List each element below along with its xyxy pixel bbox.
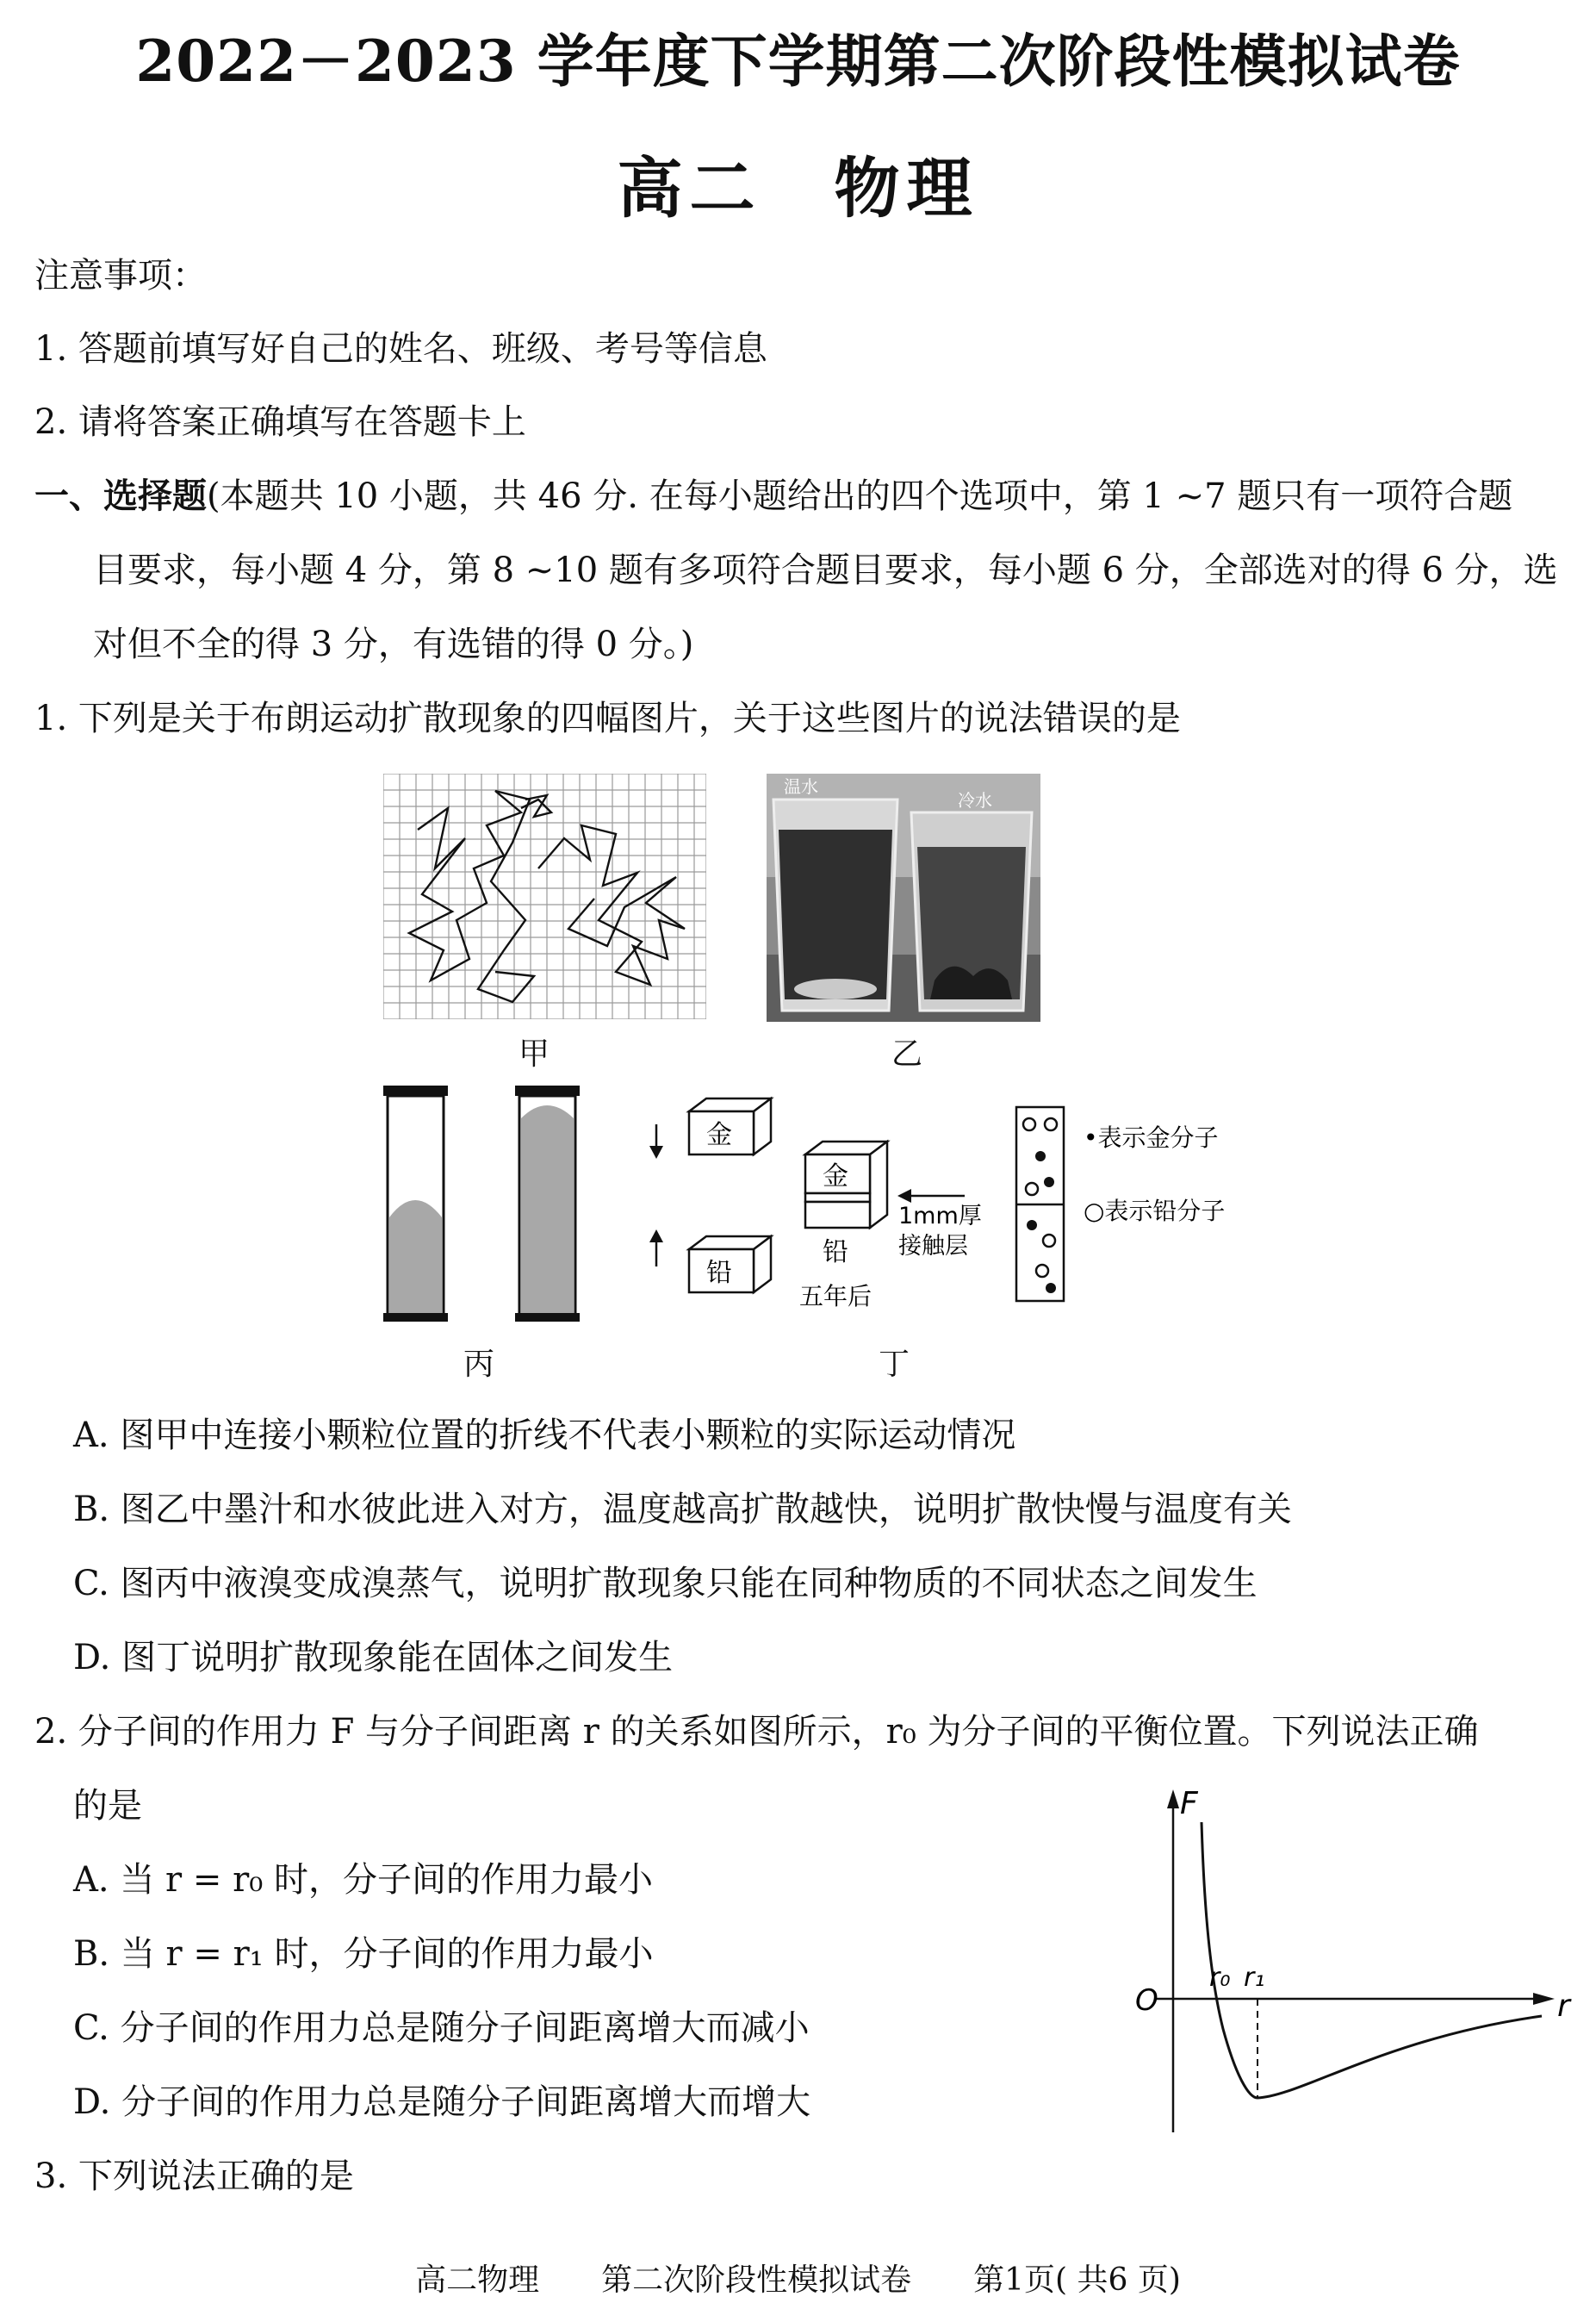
svg-text:金: 金	[823, 1161, 848, 1192]
molecule-column	[1016, 1107, 1064, 1301]
question-3-stem: 3. 下列说法正确的是	[34, 2156, 354, 2196]
warm-water-tag: 温水	[784, 776, 818, 797]
question-2-stem-line-2: 的是	[73, 1786, 142, 1826]
r1-label: r₁	[1244, 1963, 1265, 1993]
ink-diffusion-photo	[767, 774, 1040, 1022]
question-2-option-b[interactable]: B. 当 r = r₁ 时，分子间的作用力最小	[73, 1934, 654, 1974]
force-curve	[1202, 1822, 1542, 2098]
gold-lead-diffusion-figure	[637, 1094, 1258, 1322]
question-2-option-a[interactable]: A. 当 r = r₀ 时，分子间的作用力最小	[73, 1860, 653, 1900]
page-footer: 高二物理 第二次阶段性模拟试卷 第1页( 共6 页)	[415, 2262, 1181, 2298]
origin-label: O	[1135, 1983, 1158, 2018]
question-2-option-d[interactable]: D. 分子间的作用力总是随分子间距离增大而增大	[73, 2082, 811, 2122]
lead-molecule-legend: ○表示铅分子	[1084, 1197, 1226, 1225]
question-2-option-c[interactable]: C. 分子间的作用力总是随分子间距离增大而减小	[73, 2008, 810, 2048]
tube-before	[383, 1086, 448, 1322]
tube-after	[515, 1086, 580, 1322]
notice-item-2: 2. 请将答案正确填写在答题卡上	[34, 402, 526, 442]
arrow-left-icon	[897, 1189, 965, 1203]
cold-water-beaker	[911, 812, 1032, 1011]
svg-text:金: 金	[706, 1120, 732, 1150]
bromine-tubes-figure	[379, 1084, 586, 1323]
section-1-desc-line-1: (本题共 10 小题，共 46 分. 在每小题给出的四个选项中，第 1 ~7 题只有一项符合题	[207, 476, 1513, 516]
question-1-option-a[interactable]: A. 图甲中连接小颗粒位置的折线不代表小颗粒的实际运动情况	[73, 1416, 1016, 1455]
svg-text:铅: 铅	[706, 1258, 732, 1288]
five-years-label: 五年后	[799, 1282, 873, 1310]
question-2-stem-line-1: 2. 分子间的作用力 F 与分子间距离 r 的关系如图所示，r₀ 为分子间的平衡位置。下列说法正确	[34, 1712, 1479, 1752]
y-axis-arrow-icon	[1167, 1789, 1179, 1808]
grid	[383, 774, 706, 1019]
x-axis-arrow-icon	[1533, 1993, 1555, 2005]
arrow-down-icon	[649, 1124, 663, 1159]
stacked-blocks	[799, 1142, 887, 1310]
layer-thickness-label: 1mm厚	[898, 1203, 982, 1229]
section-1-desc-line-3: 对但不全的得 3 分，有选错的得 0 分。)	[93, 625, 694, 664]
gold-molecule-legend: •表示金分子	[1084, 1123, 1219, 1152]
lead-block-bottom	[689, 1236, 771, 1292]
cold-water-tag: 冷水	[958, 790, 992, 811]
question-1-option-c[interactable]: C. 图丙中液溴变成溴蒸气，说明扩散现象只能在同种物质的不同状态之间发生	[73, 1564, 1258, 1603]
y-axis-label: F	[1180, 1786, 1198, 1821]
notice-item-1: 1. 答题前填写好自己的姓名、班级、考号等信息	[34, 329, 767, 369]
gold-molecules	[1027, 1151, 1056, 1293]
force-distance-graph	[1128, 1779, 1576, 2141]
notice-heading: 注意事项：	[34, 256, 207, 296]
question-1-option-d[interactable]: D. 图丁说明扩散现象能在固体之间发生	[73, 1638, 674, 1677]
arrow-up-icon	[649, 1229, 663, 1266]
exam-subtitle: 高二 物理	[617, 150, 979, 227]
exam-title: 2022－2023 学年度下学期第二次阶段性模拟试卷	[135, 28, 1461, 95]
r0-label: r₀	[1209, 1963, 1231, 1993]
svg-text:铅: 铅	[823, 1237, 848, 1267]
figure-label-bing: 丙	[463, 1347, 495, 1382]
section-1-intro	[34, 476, 1513, 516]
figure-label-jia: 甲	[519, 1036, 550, 1072]
brownian-motion-figure	[383, 774, 706, 1019]
figure-label-yi: 乙	[891, 1036, 923, 1072]
figure-label-ding: 丁	[879, 1347, 910, 1382]
question-1-stem: 1. 下列是关于布朗运动扩散现象的四幅图片，关于这些图片的说法错误的是	[34, 699, 1181, 738]
x-axis-label: r	[1557, 1988, 1570, 2024]
gold-block-top	[689, 1098, 771, 1154]
question-1-option-b[interactable]: B. 图乙中墨汁和水彼此进入对方，温度越高扩散越快，说明扩散快慢与温度有关	[73, 1490, 1292, 1529]
section-1-desc-line-2: 目要求，每小题 4 分，第 8 ~10 题有多项符合题目要求，每小题 6 分，全部选对的得 6 分，选	[93, 551, 1558, 590]
contact-layer-label: 接触层	[898, 1233, 968, 1260]
warm-water-beaker	[773, 800, 897, 1011]
section-1-heading: 一、选择题	[34, 476, 207, 516]
